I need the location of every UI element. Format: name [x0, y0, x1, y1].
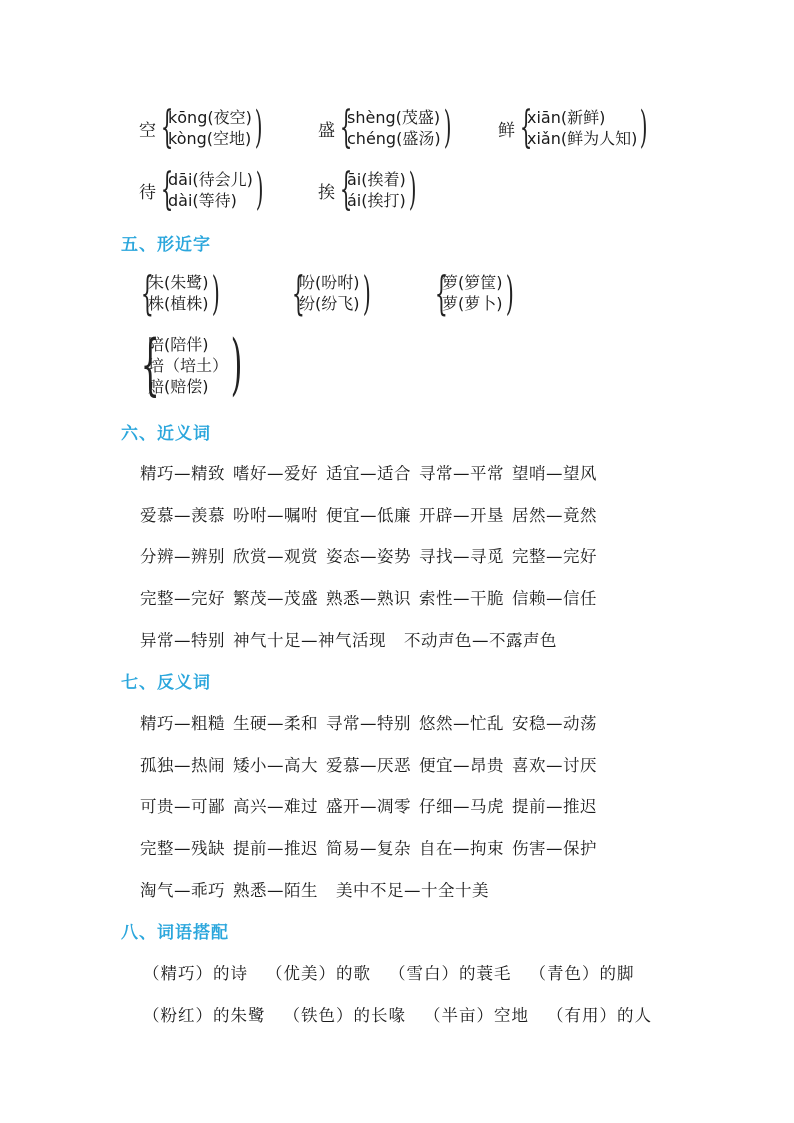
- word-pair: 精巧—精致: [140, 464, 225, 483]
- collocation: （精巧）的诗: [143, 964, 248, 983]
- polyphonic-group: [318, 102, 452, 153]
- word-pair: 不动声色—不露声色: [404, 631, 557, 650]
- word-pair: 爱慕—厌恶: [326, 756, 411, 775]
- shape-item: 株(植株): [148, 294, 209, 313]
- reading: kōng(夜空): [168, 108, 252, 127]
- section-heading: 七、反义词: [121, 673, 211, 693]
- left-brace: {: [519, 102, 533, 153]
- shape-item: 箩(箩筐): [442, 273, 503, 292]
- word-pair: 吩咐—嘱咐: [233, 506, 318, 525]
- word-pair: 繁茂—茂盛: [233, 589, 318, 608]
- left-brace: {: [291, 266, 305, 320]
- right-paren: ): [254, 102, 263, 153]
- right-paren: ): [255, 164, 264, 215]
- polyphonic-group: [139, 102, 263, 153]
- word-pair: 自在—拘束: [419, 839, 504, 858]
- word-pair: 生硬—柔和: [233, 714, 318, 733]
- word-pair: 仔细—马虎: [419, 797, 504, 816]
- word-pair: 姿态—姿势: [326, 547, 411, 566]
- collocation: （青色）的脚: [529, 964, 635, 983]
- word-pair: 完整—残缺: [140, 839, 225, 858]
- synonym-line: [140, 585, 605, 609]
- right-paren: ): [408, 164, 417, 215]
- word-pair: 神气十足—神气活现: [233, 631, 386, 650]
- synonym-line: [140, 627, 565, 651]
- shape-item: 吩(吩咐): [299, 273, 360, 292]
- word-pair: 伤害—保护: [512, 839, 597, 858]
- word-pair: 便宜—低廉: [326, 506, 411, 525]
- word-pair: 可贵—可鄙: [140, 797, 225, 816]
- reading: chéng(盛汤): [347, 129, 441, 148]
- collocation: （优美）的歌: [266, 964, 371, 983]
- collocation: （雪白）的蓑毛: [389, 964, 512, 983]
- word-pair: 欣赏—观赏: [233, 547, 318, 566]
- similar-shape-group: [138, 326, 243, 403]
- collocation: （铁色）的长喙: [283, 1006, 406, 1025]
- word-pair: 美中不足—十全十美: [336, 881, 489, 900]
- polyphonic-group: [139, 164, 264, 215]
- polyphonic-char: 盛: [318, 120, 335, 141]
- word-pair: 索性—干脆: [419, 589, 504, 608]
- word-pair: 寻找—寻觅: [419, 547, 504, 566]
- word-pair: 淘气—乖巧: [140, 881, 225, 900]
- similar-shape-group: [138, 266, 220, 320]
- collocation-line: [143, 1002, 660, 1026]
- word-pair: 完整—完好: [140, 589, 225, 608]
- shape-item: 赔(赔偿): [148, 376, 209, 396]
- word-pair: 高兴—难过: [233, 797, 318, 816]
- word-pair: 爱慕—羡慕: [140, 506, 225, 525]
- polyphonic-char: 待: [139, 182, 156, 203]
- word-pair: 居然—竟然: [512, 506, 597, 525]
- polyphonic-char: 挨: [318, 182, 335, 203]
- antonym-line: [140, 752, 605, 776]
- word-pair: 望哨—望风: [512, 464, 597, 483]
- antonym-line: [140, 835, 605, 859]
- collocation: （有用）的人: [547, 1006, 652, 1025]
- word-pair: 熟悉—熟识: [326, 589, 411, 608]
- collocation: （粉红）的朱鹭: [143, 1006, 266, 1025]
- antonym-line: [140, 793, 605, 817]
- right-paren: ): [640, 102, 648, 153]
- right-paren: ): [362, 266, 371, 320]
- word-pair: 喜欢—讨厌: [512, 756, 597, 775]
- word-pair: 简易—复杂: [326, 839, 411, 858]
- collocation: （半亩）空地: [424, 1006, 529, 1025]
- reading: ái(挨打): [347, 191, 406, 210]
- left-brace: {: [339, 102, 353, 153]
- word-pair: 寻常—特别: [326, 714, 411, 733]
- word-pair: 寻常—平常: [419, 464, 504, 483]
- polyphonic-group: [318, 164, 417, 215]
- reading: shèng(茂盛): [347, 108, 441, 127]
- reading: kòng(空地): [168, 129, 252, 148]
- polyphonic-char: 空: [139, 120, 156, 141]
- antonym-line: [140, 710, 605, 734]
- right-paren: ): [211, 266, 220, 320]
- shape-item: 培（培土）: [148, 355, 229, 375]
- synonym-line: [140, 543, 605, 567]
- polyphonic-char: 鲜: [498, 120, 515, 141]
- left-brace: {: [160, 102, 174, 153]
- collocation-line: [143, 960, 643, 984]
- right-paren: ): [230, 326, 243, 403]
- section-heading: 五、形近字: [121, 235, 211, 255]
- left-brace: {: [434, 266, 448, 320]
- section-heading: 六、近义词: [121, 424, 211, 444]
- antonym-line: [140, 877, 497, 901]
- word-pair: 便宜—昂贵: [419, 756, 504, 775]
- reading: xiǎn(鲜为人知): [527, 129, 638, 148]
- reading: dài(等待): [168, 191, 237, 210]
- word-pair: 精巧—粗糙: [140, 714, 225, 733]
- word-pair: 孤独—热闹: [140, 756, 225, 775]
- word-pair: 安稳—动荡: [512, 714, 597, 733]
- word-pair: 提前—推迟: [512, 797, 597, 816]
- reading: āi(挨着): [347, 170, 406, 189]
- shape-item: 纷(纷飞): [299, 294, 360, 313]
- similar-shape-group: [432, 266, 514, 320]
- word-pair: 完整—完好: [512, 547, 597, 566]
- polyphonic-group: [498, 102, 648, 153]
- reading: xiān(新鲜): [527, 108, 606, 127]
- shape-item: 萝(萝卜): [442, 294, 503, 313]
- synonym-line: [140, 502, 605, 526]
- left-brace: {: [140, 326, 160, 403]
- reading: dāi(待会儿): [168, 170, 253, 189]
- right-paren: ): [505, 266, 514, 320]
- word-pair: 矮小—高大: [233, 756, 318, 775]
- left-brace: {: [160, 164, 174, 215]
- similar-shape-group: [289, 266, 371, 320]
- right-paren: ): [443, 102, 452, 153]
- section-heading: 八、词语搭配: [121, 923, 229, 943]
- word-pair: 熟悉—陌生: [233, 881, 318, 900]
- word-pair: 盛开—凋零: [326, 797, 411, 816]
- word-pair: 开辟—开垦: [419, 506, 504, 525]
- word-pair: 分辨—辨别: [140, 547, 225, 566]
- shape-item: 陪(陪伴): [148, 334, 209, 354]
- word-pair: 适宜—适合: [326, 464, 411, 483]
- synonym-line: [140, 460, 605, 484]
- word-pair: 提前—推迟: [233, 839, 318, 858]
- word-pair: 异常—特别: [140, 631, 225, 650]
- left-brace: {: [339, 164, 353, 215]
- left-brace: {: [140, 266, 154, 320]
- word-pair: 嗜好—爱好: [233, 464, 318, 483]
- word-pair: 信赖—信任: [512, 589, 597, 608]
- word-pair: 悠然—忙乱: [419, 714, 504, 733]
- shape-item: 朱(朱鹭): [148, 273, 209, 292]
